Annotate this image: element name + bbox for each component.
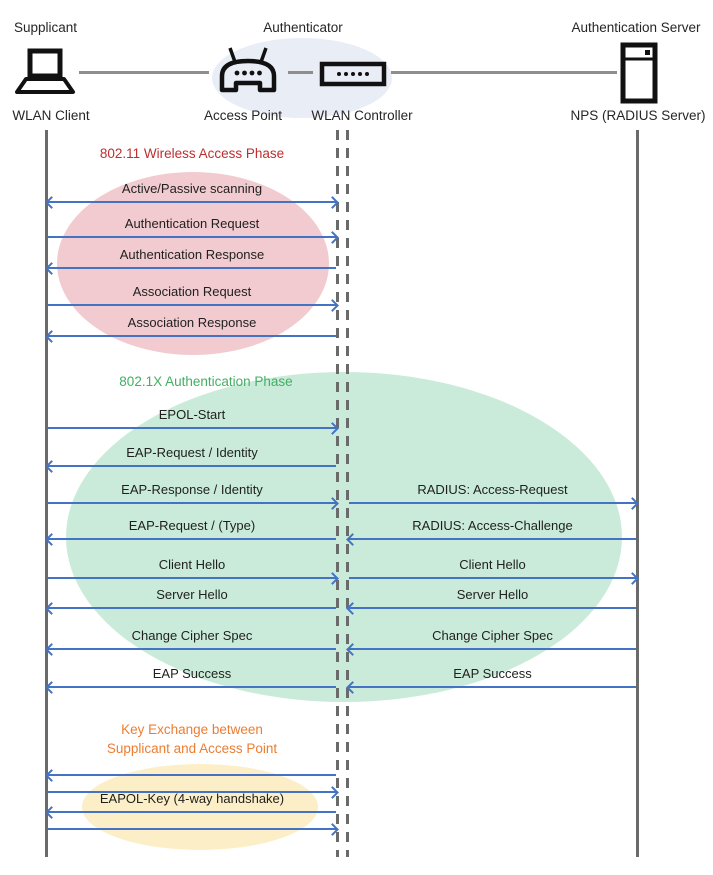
- message-label-right-11: Change Cipher Spec: [432, 628, 553, 643]
- phase2-title: 802.1X Authentication Phase: [119, 374, 293, 389]
- message-arrow-right-7: [349, 502, 636, 504]
- message-label-right-12: EAP Success: [453, 666, 532, 681]
- message-arrow-left-2: [48, 267, 336, 269]
- laptop-icon: [13, 48, 77, 98]
- device-nps-radius-server: NPS (RADIUS Server): [570, 108, 706, 123]
- phase3-title-line1: Key Exchange between: [121, 722, 263, 737]
- message-arrow-right-9: [349, 577, 636, 579]
- connector-line-middle: [288, 71, 313, 74]
- message-arrow-left-4: [48, 335, 336, 337]
- message-label-right-8: RADIUS: Access-Challenge: [412, 518, 573, 533]
- message-arrow-left-5: [48, 427, 336, 429]
- wlan-controller-icon: [319, 61, 387, 87]
- message-label-left-0: Active/Passive scanning: [121, 181, 263, 196]
- phase3-title-line2: Supplicant and Access Point: [106, 741, 278, 756]
- message-label-right-9: Client Hello: [459, 557, 526, 572]
- message-arrow-left-7: [48, 502, 336, 504]
- message-arrow-left-8: [48, 538, 336, 540]
- phase3-ellipse: [82, 764, 318, 850]
- message-arrow-left-12: [48, 686, 336, 688]
- lifeline-auth-server: [636, 130, 639, 857]
- message-label-right-10: Server Hello: [456, 587, 529, 602]
- message-arrow-right-10: [349, 607, 636, 609]
- message-label-left-11: Change Cipher Spec: [131, 628, 253, 643]
- message-label-left-5: EPOL-Start: [158, 407, 226, 422]
- server-icon: [620, 42, 658, 104]
- phase1-title: 802.11 Wireless Access Phase: [99, 146, 285, 161]
- message-label-left-15: EAPOL-Key (4-way handshake): [99, 791, 285, 806]
- message-label-left-4: Association Response: [127, 315, 257, 330]
- message-label-left-10: Server Hello: [156, 587, 228, 602]
- message-label-left-9: Client Hello: [158, 557, 226, 572]
- message-arrow-right-12: [349, 686, 636, 688]
- message-label-left-2: Authentication Response: [119, 247, 265, 262]
- device-wlan-controller: WLAN Controller: [311, 108, 413, 123]
- connector-line-left: [79, 71, 209, 74]
- message-arrow-left-16: [48, 828, 336, 830]
- device-wlan-client: WLAN Client: [12, 108, 90, 123]
- message-arrow-left-11: [48, 648, 336, 650]
- message-label-left-8: EAP-Request / (Type): [128, 518, 256, 533]
- message-label-left-6: EAP-Request / Identity: [126, 445, 258, 460]
- message-label-left-12: EAP Success: [152, 666, 232, 681]
- message-label-right-7: RADIUS: Access-Request: [417, 482, 568, 497]
- message-arrow-left-15: [48, 811, 336, 813]
- connector-line-right: [391, 71, 617, 74]
- message-label-left-3: Association Request: [132, 284, 252, 299]
- message-arrow-left-10: [48, 607, 336, 609]
- message-label-left-7: EAP-Response / Identity: [121, 482, 263, 497]
- message-label-left-1: Authentication Request: [124, 216, 260, 231]
- message-arrow-left-6: [48, 465, 336, 467]
- role-authenticator: Authenticator: [263, 20, 343, 35]
- role-supplicant: Supplicant: [14, 20, 78, 35]
- message-arrow-left-13: [48, 774, 336, 776]
- message-arrow-left-9: [48, 577, 336, 579]
- message-arrow-left-0: [48, 201, 336, 203]
- message-arrow-left-1: [48, 236, 336, 238]
- message-arrow-right-11: [349, 648, 636, 650]
- message-arrow-left-3: [48, 304, 336, 306]
- device-access-point: Access Point: [203, 108, 283, 123]
- message-arrow-right-8: [349, 538, 636, 540]
- role-authentication-server: Authentication Server: [571, 20, 701, 35]
- access-point-icon: [216, 44, 280, 102]
